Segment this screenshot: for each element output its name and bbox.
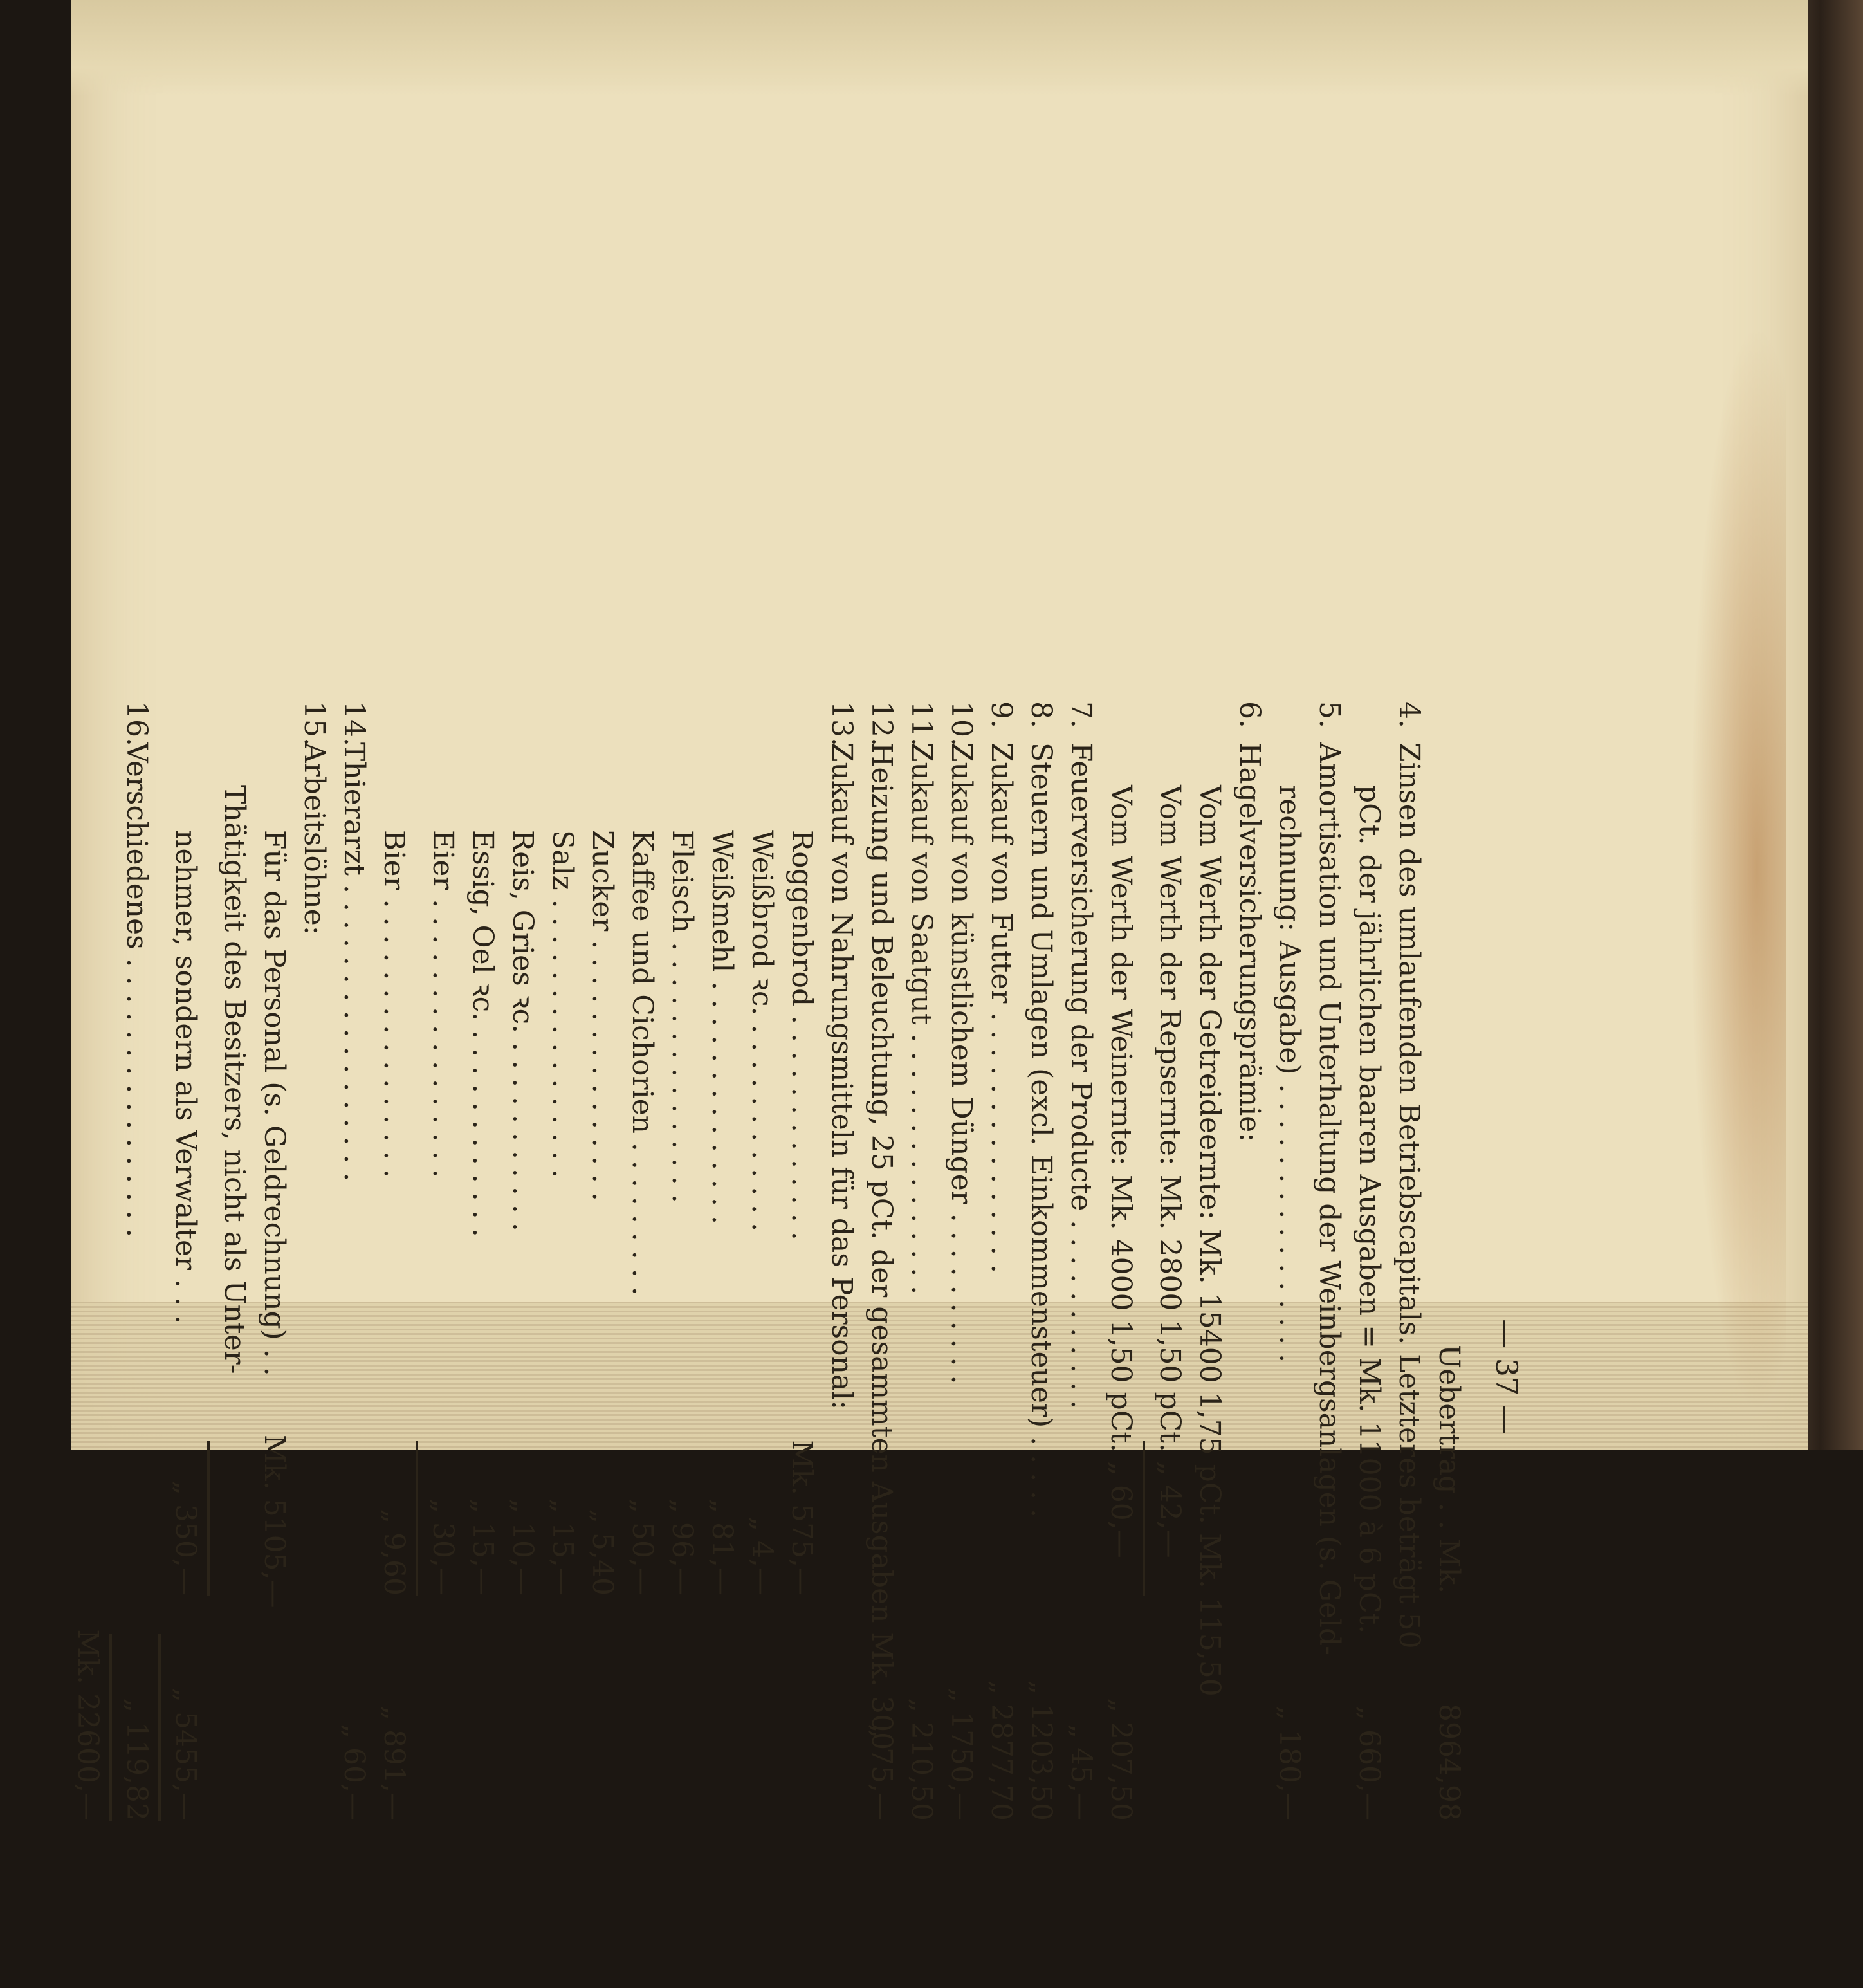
amount: „ 45,—	[1065, 1724, 1097, 1821]
ledger-row	[212, 701, 252, 1988]
amount: „ 119,82	[120, 1698, 153, 1821]
ledger-row	[820, 701, 859, 1988]
item-label: Zukauf von Futter . . . . . . . . . . . . . . .	[985, 742, 1018, 1273]
item-label: Arbeitslöhne:	[298, 742, 331, 935]
ledger-row	[1227, 701, 1267, 1988]
item-label: Zukauf von Saatgut . . . . . . . . . . . . . . .	[905, 742, 938, 1295]
amount: „ 75,—	[865, 1724, 898, 1821]
item-label: Weißbrod ꝛc. . . . . . . . . . . . .	[746, 830, 778, 1232]
sub-amount: „ 30,—	[427, 1498, 459, 1596]
ledger-row	[899, 701, 939, 1988]
ledger-row	[580, 701, 620, 1988]
amount: Mk. 22600,—	[71, 1629, 104, 1821]
ledger-row	[1099, 701, 1139, 1988]
item-label: Vom Werth der Weinernte: Mk. 4000 1,50 pCt. „ 60,—	[1105, 785, 1137, 1558]
item-number: 15.	[298, 701, 331, 746]
item-label: Vom Werth der Repsernte: Mk. 2800 1,50 pCt. „ 42,—	[1153, 785, 1186, 1558]
carry-over-label: Uebertrag . . Mk.	[1433, 1345, 1465, 1594]
page-stain	[1689, 322, 1786, 1415]
item-label: Zukauf von künstlichem Dünger . . . . . . . . . .	[945, 742, 978, 1385]
ledger-row	[660, 701, 700, 1988]
subtotal-rule-row	[412, 701, 421, 1988]
item-label: pCt. der jährlichen baaren Ausgaben = Mk. 11000 à 6 pCt.	[1353, 785, 1386, 1634]
sub-amount: „ 4,—	[746, 1516, 778, 1596]
ledger-row	[540, 701, 580, 1988]
ledger-row	[1267, 701, 1307, 1988]
page-number: — 37 —	[1489, 1319, 1524, 1435]
item-number: 14.	[338, 701, 371, 746]
item-number: 10.	[945, 701, 978, 746]
subtotal-rule-row	[203, 701, 212, 1988]
amount: „ 207,50	[1105, 1698, 1137, 1821]
sub-amount: „ 9,60	[378, 1509, 410, 1596]
item-number: 6.	[1233, 701, 1266, 728]
ledger-row	[620, 701, 660, 1988]
ledger-row	[939, 701, 979, 1988]
item-label: Steuern und Umlagen (excl. Einkommensteuer) . . . . .	[1025, 742, 1058, 1518]
item-number: 4.	[1393, 701, 1426, 728]
sub-amount: „ 15,—	[546, 1498, 579, 1596]
ledger-row	[1347, 701, 1387, 1988]
ledger-row	[1307, 701, 1347, 1988]
item-label: Kaffee und Cichorien . . . . . . . . .	[626, 830, 659, 1296]
ledger-row	[1427, 701, 1467, 1988]
item-label: Heizung und Beleuchtung, 25 pCt. der gesammten Ausgaben Mk. 300	[865, 742, 898, 1751]
amount: „ 210,50	[905, 1698, 938, 1821]
ledger-row	[115, 701, 154, 1988]
ledger-row	[1188, 701, 1227, 1988]
amount: „ 891,—	[378, 1706, 410, 1821]
item-label: rechnung: Ausgabe) . . . . . . . . . . . . . . . .	[1273, 785, 1306, 1363]
item-label: Feuerversicherung der Producte . . . . . . . . . . .	[1065, 742, 1097, 1409]
sub-amount: „ 50,—	[626, 1498, 659, 1596]
page-top-edge	[71, 0, 1808, 97]
item-label: Weißmehl . . . . . . . . . . . . . .	[706, 830, 739, 1224]
item-label: Vom Werth der Getreideernte: Mk. 15400 1,75 pCt. Mk. 115,50	[1193, 785, 1226, 1697]
item-label: Thätigkeit des Besitzers, nicht als Unter-	[218, 785, 251, 1374]
amount: „ 2877,70	[985, 1680, 1018, 1821]
item-label: Thierarzt . . . . . . . . . . . . . . . . .	[338, 742, 371, 1182]
sub-amount: „ 15,—	[466, 1498, 499, 1596]
sub-amount: „ 5,40	[586, 1509, 619, 1596]
sub-amount: „ 96,—	[666, 1498, 699, 1596]
amount: „ 1203,50	[1025, 1680, 1058, 1821]
sub-amount: Mk. 575,—	[785, 1440, 818, 1596]
ledger-row	[372, 701, 412, 1988]
ledger-row	[163, 701, 203, 1988]
total-rule-row	[154, 701, 163, 1988]
subtotal-rule	[416, 1441, 418, 1596]
rotated-text-block	[71, 701, 1550, 1988]
item-label: Für das Personal (s. Geldrechnung) . .	[258, 830, 291, 1376]
item-label: Zukauf von Nahrungsmitteln für das Personal:	[825, 742, 858, 1410]
subtotal-rule	[207, 1441, 210, 1596]
item-label: Zucker . . . . . . . . . . . . . . .	[586, 830, 619, 1201]
ledger-row	[859, 701, 899, 1988]
item-label: Zinsen des umlaufenden Betriebscapitals. Letzteres beträgt 50	[1393, 742, 1426, 1649]
sub-amount: Mk. 5105,—	[258, 1435, 291, 1608]
item-label: nehmer, sondern als Verwalter . . .	[169, 830, 202, 1324]
item-number: 12.	[865, 701, 898, 746]
amount: „ 180,—	[1273, 1706, 1306, 1821]
ledger-row	[332, 701, 372, 1988]
item-number: 11.	[905, 701, 938, 746]
ledger-row	[292, 701, 332, 1988]
ledger-row	[740, 701, 780, 1988]
ledger-row	[500, 701, 540, 1988]
subtotal-rule	[1143, 1441, 1145, 1596]
amount: „ 60,—	[338, 1724, 371, 1821]
item-label: Salz . . . . . . . . . . . . . . . .	[546, 830, 579, 1179]
ledger-row	[1019, 701, 1059, 1988]
total-rule	[158, 1634, 161, 1821]
item-number: 5.	[1313, 701, 1346, 728]
item-label: Essig, Oel ꝛc. . . . . . . . . . . . .	[466, 830, 499, 1237]
subtotal-rule-row	[1139, 701, 1148, 1988]
item-label: Roggenbrod . . . . . . . . . . . . .	[785, 830, 818, 1240]
item-label: Bier . . . . . . . . . . . . . . . .	[378, 830, 410, 1179]
item-number: 8.	[1025, 701, 1058, 728]
grand-total-rule	[109, 1634, 112, 1821]
item-label: Hagelversicherungsprämie:	[1233, 742, 1266, 1143]
item-label: Verschiedenes . . . . . . . . . . . . . . . .	[120, 742, 153, 1238]
ledger-row	[1148, 701, 1188, 1988]
item-label: Reis, Gries ꝛc. . . . . . . . . . . .	[506, 830, 539, 1231]
item-label: Fleisch . . . . . . . . . . . . . . .	[666, 830, 699, 1203]
amount: „ 660,—	[1353, 1706, 1386, 1821]
item-number: 16.	[120, 701, 153, 746]
ledger-row	[421, 701, 461, 1988]
ledger-row	[979, 701, 1019, 1988]
ledger-row	[1059, 701, 1099, 1988]
grand-total-rule-row	[106, 701, 115, 1988]
ledger-row	[252, 701, 292, 1988]
item-number: 9.	[985, 701, 1018, 728]
amount: 8964,98	[1433, 1704, 1465, 1821]
ledger-row	[461, 701, 500, 1988]
item-number: 13.	[825, 701, 858, 746]
ledger-row	[66, 701, 106, 1988]
ledger-row	[700, 701, 740, 1988]
sub-amount: „ 10,—	[506, 1498, 539, 1596]
ledger-rows	[66, 701, 1467, 1988]
item-label: Amortisation und Unterhaltung der Weinbergsanlagen (s. Geld-	[1313, 742, 1346, 1656]
amount: „ 1750,—	[945, 1688, 978, 1821]
ledger-row	[780, 701, 820, 1988]
sub-amount: „ 81,—	[706, 1498, 739, 1596]
item-label: Eier . . . . . . . . . . . . . . . .	[427, 830, 459, 1178]
sub-amount: „ 350,—	[169, 1480, 202, 1596]
ledger-row	[1387, 701, 1427, 1988]
item-number: 7.	[1065, 701, 1097, 728]
amount: „ 5455,—	[169, 1688, 202, 1821]
